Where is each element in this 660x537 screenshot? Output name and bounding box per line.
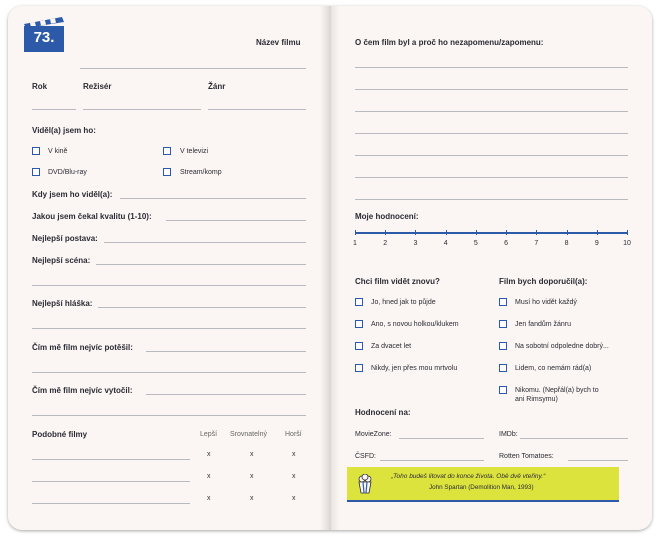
rating-number-3: 3 — [413, 240, 418, 247]
rating-number-7: 7 — [534, 240, 539, 247]
rating-label: Moje hodnocení: — [355, 212, 419, 221]
rating-tick-8[interactable] — [567, 230, 568, 235]
genre-line[interactable] — [208, 109, 306, 110]
rating-tick-10[interactable] — [627, 230, 628, 235]
about-line-5[interactable] — [355, 155, 628, 156]
pleased-line-2[interactable] — [32, 372, 306, 373]
quote-underline — [347, 500, 619, 502]
about-label: O čem film byl a proč ho nezapomenu/zapomenu: — [355, 38, 544, 47]
column-comparable: Srovnatelný — [230, 431, 267, 438]
waiting-line[interactable] — [166, 220, 306, 221]
annoyed-label: Čím mě film nejvíc vytočil: — [32, 386, 133, 395]
director-line[interactable] — [83, 109, 201, 110]
similar-1-worse-mark[interactable]: x — [292, 451, 296, 458]
similar-1-better-mark[interactable]: x — [207, 451, 211, 458]
recommend-option-1-label: Musí ho vidět každý — [515, 299, 577, 306]
seen-tv-label: V televizi — [180, 148, 209, 155]
rotten-tomatoes-label: Rotten Tomatoes: — [499, 453, 554, 460]
year-line[interactable] — [32, 109, 76, 110]
imdb-line[interactable] — [520, 438, 628, 439]
recommend-option-1-checkbox[interactable] — [499, 298, 507, 306]
rating-number-4: 4 — [443, 240, 448, 247]
column-better: Lepší — [200, 431, 218, 438]
recommend-option-3-checkbox[interactable] — [499, 342, 507, 350]
moviezone-label: MovieZone: — [355, 431, 392, 438]
imdb-label: IMDb: — [499, 431, 518, 438]
recommend-option-2-checkbox[interactable] — [499, 320, 507, 328]
annoyed-line-2[interactable] — [32, 415, 306, 416]
rating-number-9: 9 — [594, 240, 599, 247]
recommend-option-5-label: Nikomu. (Nepřál(a) bych to — [515, 387, 599, 394]
again-option-3-checkbox[interactable] — [355, 342, 363, 350]
again-option-1-checkbox[interactable] — [355, 298, 363, 306]
best-character-label: Nejlepší postava: — [32, 234, 98, 243]
about-line-7[interactable] — [355, 199, 628, 200]
similar-2-better-mark[interactable]: x — [207, 473, 211, 480]
best-scene-line-2[interactable] — [32, 285, 306, 286]
rating-tick-5[interactable] — [476, 230, 477, 235]
seen-dvd-label: DVD/Blu-ray — [48, 169, 87, 176]
recommend-label: Film bych doporučil(a): — [499, 277, 588, 286]
rating-tick-6[interactable] — [506, 230, 507, 235]
rating-tick-3[interactable] — [415, 230, 416, 235]
rating-number-1: 1 — [353, 240, 357, 247]
genre-label: Žánr — [208, 82, 226, 91]
best-quote-label: Nejlepší hláška: — [32, 299, 93, 308]
again-option-2-label: Ano, s novou holkou/klukem — [371, 321, 459, 328]
seen-cinema-checkbox[interactable] — [32, 147, 40, 155]
about-line-6[interactable] — [355, 177, 628, 178]
ratings-on-label: Hodnocení na: — [355, 408, 411, 417]
pleased-line-1[interactable] — [146, 351, 306, 352]
recommend-option-5-label-cont: ani Rimsymu) — [515, 396, 558, 403]
best-scene-label: Nejlepší scéna: — [32, 256, 91, 265]
similar-3-comparable-mark[interactable]: x — [250, 495, 254, 502]
seen-cinema-label: V kině — [48, 148, 68, 155]
rating-tick-9[interactable] — [597, 230, 598, 235]
director-label: Režisér — [83, 82, 112, 91]
rating-number-8: 8 — [564, 240, 569, 247]
csfd-line[interactable] — [380, 460, 484, 461]
film-title-label: Název filmu — [256, 38, 301, 47]
annoyed-line-1[interactable] — [146, 394, 306, 395]
left-page — [8, 6, 330, 530]
similar-film-line-2[interactable] — [32, 481, 190, 482]
year-label: Rok — [32, 82, 48, 91]
rating-tick-7[interactable] — [536, 230, 537, 235]
seen-dvd-checkbox[interactable] — [32, 168, 40, 176]
film-number: 73. — [33, 29, 55, 46]
quote-text: „Toho budeš litovat do konce života. Obě dvě vteřiny.“ — [391, 473, 546, 480]
similar-films-label: Podobné filmy — [32, 430, 88, 439]
clapperboard-badge — [24, 14, 64, 52]
again-option-4-checkbox[interactable] — [355, 364, 363, 372]
about-line-1[interactable] — [355, 67, 628, 68]
again-option-4-label: Nikdy, jen přes mou mrtvolu — [371, 365, 458, 372]
rating-number-5: 5 — [473, 240, 478, 247]
rating-scale[interactable] — [355, 232, 629, 254]
about-line-3[interactable] — [355, 111, 628, 112]
recommend-option-2-label: Jen fandům žánru — [515, 321, 572, 328]
similar-film-line-3[interactable] — [32, 503, 190, 504]
quote-author: John Spartan (Demolition Man, 1993) — [429, 484, 534, 491]
waiting-label: Jakou jsem čekal kvalitu (1-10): — [32, 212, 152, 221]
similar-film-line-1[interactable] — [32, 459, 190, 460]
rating-number-2: 2 — [383, 240, 388, 247]
best-character-line[interactable] — [104, 242, 306, 243]
seen-label: Viděl(a) jsem ho: — [32, 126, 96, 135]
best-scene-line-1[interactable] — [96, 264, 306, 265]
pleased-label: Čím mě film nejvíc potěšil: — [32, 343, 133, 352]
popcorn-icon — [358, 474, 372, 494]
similar-2-comparable-mark[interactable]: x — [250, 473, 254, 480]
column-worse: Horší — [285, 431, 302, 438]
watch-again-label: Chci film vidět znovu? — [355, 277, 440, 286]
about-line-4[interactable] — [355, 133, 628, 134]
best-quote-line-2[interactable] — [32, 328, 306, 329]
similar-3-worse-mark[interactable]: x — [292, 495, 296, 502]
similar-1-comparable-mark[interactable]: x — [250, 451, 254, 458]
rating-number-6: 6 — [504, 240, 509, 247]
right-page — [330, 6, 652, 530]
quote-box — [347, 467, 619, 500]
similar-3-better-mark[interactable]: x — [207, 495, 211, 502]
film-title-line[interactable] — [80, 68, 306, 69]
rating-number-10: 10 — [623, 240, 631, 247]
recommend-option-3-label: Na sobotní odpoledne dobrý... — [515, 343, 609, 350]
seen-stream-checkbox[interactable] — [163, 168, 171, 176]
best-quote-line-1[interactable] — [98, 307, 306, 308]
similar-2-worse-mark[interactable]: x — [292, 473, 296, 480]
rating-scale-bar — [355, 232, 627, 234]
again-option-2-checkbox[interactable] — [355, 320, 363, 328]
rating-tick-4[interactable] — [446, 230, 447, 235]
seen-tv-checkbox[interactable] — [163, 147, 171, 155]
recommend-option-5-checkbox[interactable] — [499, 386, 507, 394]
moviezone-line[interactable] — [399, 438, 484, 439]
book-spine — [320, 6, 340, 530]
recommend-option-4-label: Lidem, co nemám rád(a) — [515, 365, 592, 372]
when-label: Kdy jsem ho viděl(a): — [32, 190, 113, 199]
csfd-label: ČSFD: — [355, 453, 376, 460]
about-line-2[interactable] — [355, 89, 628, 90]
when-line[interactable] — [120, 198, 306, 199]
rotten-tomatoes-line[interactable] — [568, 460, 628, 461]
seen-stream-label: Stream/komp — [180, 169, 222, 176]
recommend-option-4-checkbox[interactable] — [499, 364, 507, 372]
again-option-1-label: Jo, hned jak to půjde — [371, 299, 436, 306]
rating-tick-2[interactable] — [385, 230, 386, 235]
again-option-3-label: Za dvacet let — [371, 343, 412, 350]
rating-tick-1[interactable] — [355, 230, 356, 235]
